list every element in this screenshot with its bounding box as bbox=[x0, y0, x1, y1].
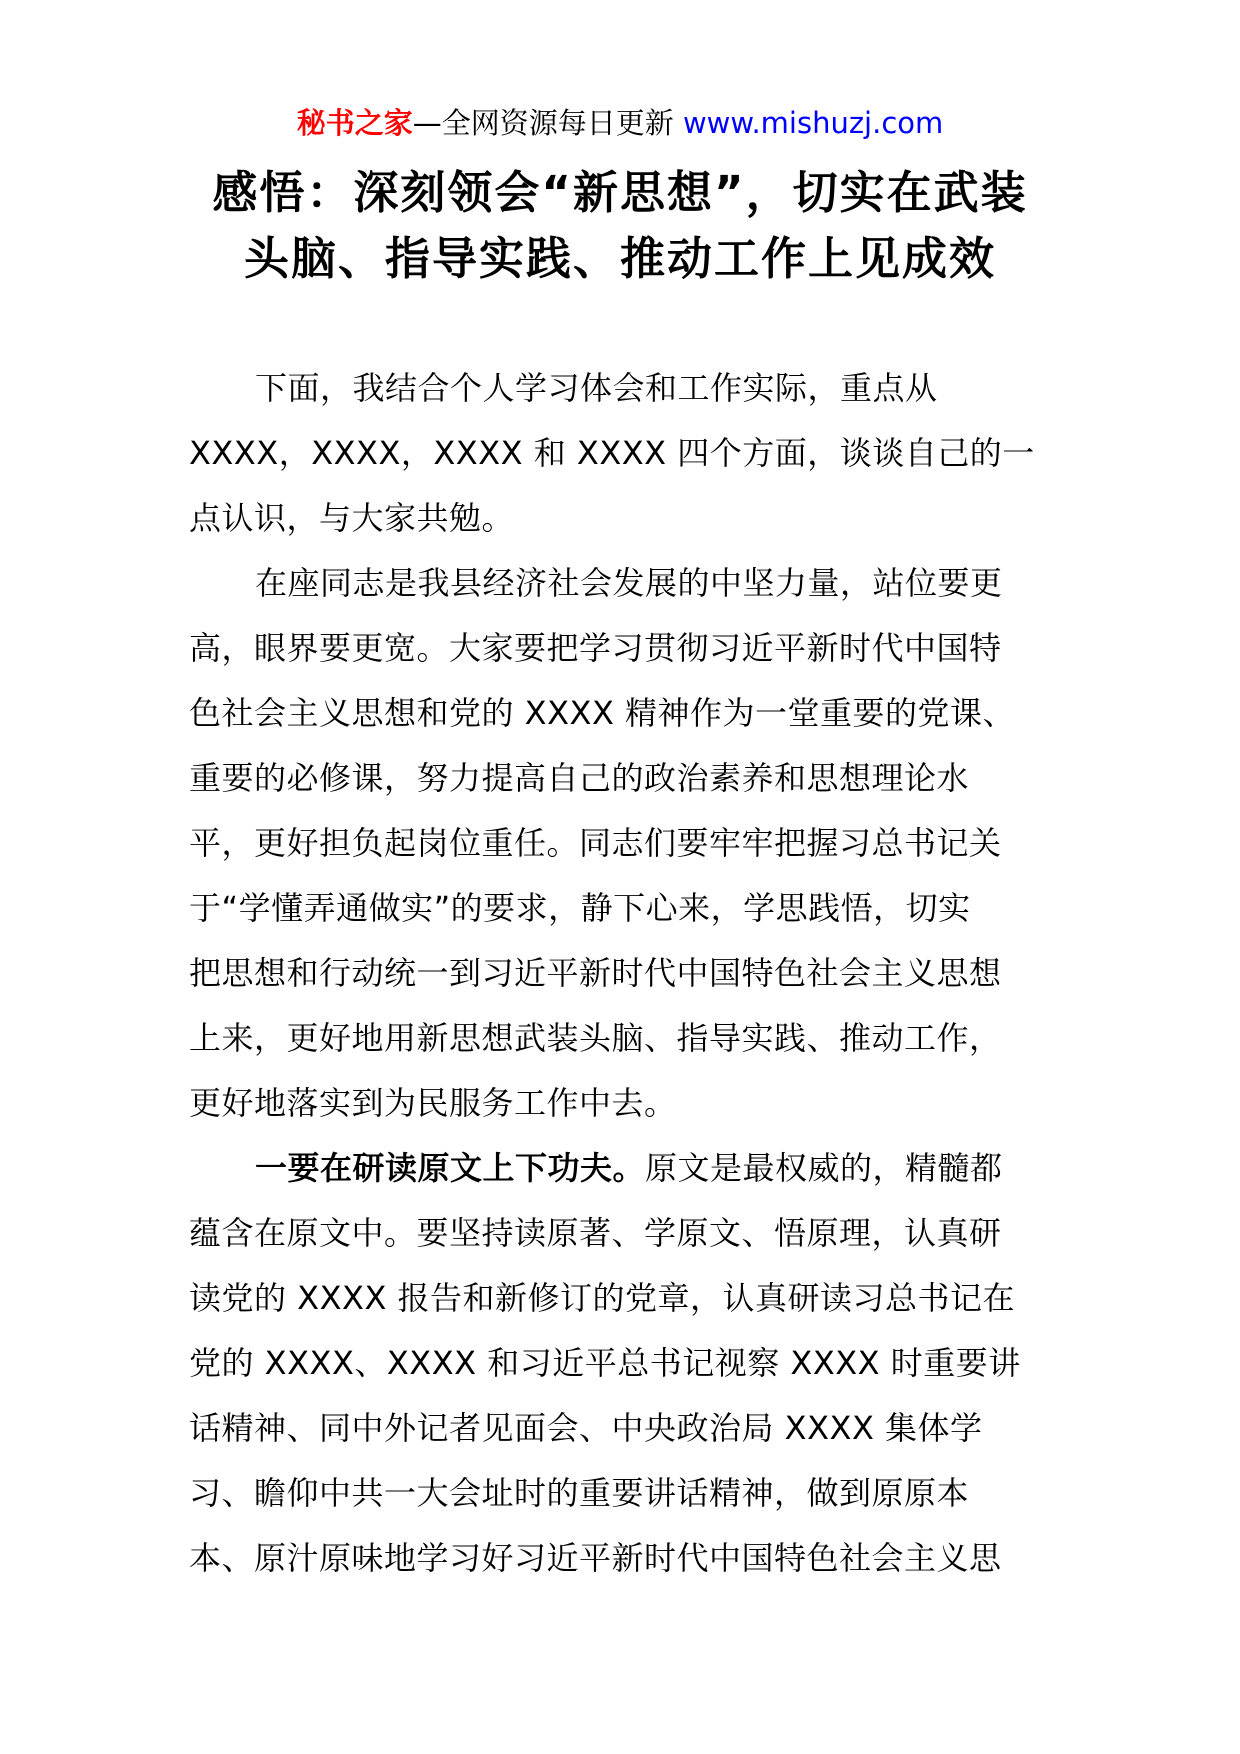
lead-rest: 原文是最权威的，精髓都 bbox=[645, 1149, 1003, 1187]
paragraph-line: 党的 XXXX、XXXX 和习近平总书记视察 XXXX 时重要讲 bbox=[189, 1344, 1021, 1382]
document-title bbox=[150, 160, 1090, 292]
paragraph-line: 点认识，与大家共勉。 bbox=[189, 499, 515, 537]
paragraph-line bbox=[189, 1136, 1055, 1201]
paragraph-line: 于“学懂弄通做实”的要求，静下心来，学思践悟，切实 bbox=[189, 889, 971, 927]
brand-name: 秘书之家 bbox=[296, 106, 413, 140]
paragraph-line: 习、瞻仰中共一大会址时的重要讲话精神，做到原原本 bbox=[189, 1474, 970, 1512]
site-header bbox=[0, 101, 1240, 145]
title-line-1: 感悟：深刻领会“新思想”，切实在武装 bbox=[212, 166, 1028, 219]
paragraph-line: 重要的必修课，努力提高自己的政治素养和思想理论水 bbox=[189, 759, 970, 797]
paragraph-2 bbox=[189, 551, 1055, 1136]
paragraph-line: 本、原汁原味地学习好习近平新时代中国特色社会主义思 bbox=[189, 1539, 1002, 1577]
header-tagline: —全网资源每日更新 bbox=[412, 106, 683, 140]
paragraph-line: 色社会主义思想和党的 XXXX 精神作为一堂重要的党课、 bbox=[189, 694, 1016, 732]
paragraph-1 bbox=[189, 356, 1055, 551]
paragraph-line: 高，眼界要更宽。大家要把学习贯彻习近平新时代中国特 bbox=[189, 629, 1002, 667]
paragraph-line: 平，更好担负起岗位重任。同志们要牢牢把握习总书记关 bbox=[189, 824, 1002, 862]
paragraph-line: XXXX，XXXX，XXXX 和 XXXX 四个方面，谈谈自己的一 bbox=[189, 434, 1035, 472]
paragraph-line: 蕴含在原文中。要坚持读原著、学原文、悟原理，认真研 bbox=[189, 1214, 1002, 1252]
paragraph-line: 下面，我结合个人学习体会和工作实际，重点从 bbox=[255, 369, 938, 407]
bold-lead: 一要在研读原文上下功夫。 bbox=[255, 1149, 646, 1187]
paragraph-3 bbox=[189, 1136, 1055, 1591]
paragraph-line: 在座同志是我县经济社会发展的中坚力量，站位要更 bbox=[255, 564, 1003, 602]
header-url[interactable]: www.mishuzj.com bbox=[682, 106, 944, 140]
paragraph-line: 话精神、同中外记者见面会、中央政治局 XXXX 集体学 bbox=[189, 1409, 983, 1447]
document-body bbox=[189, 356, 1055, 1591]
paragraph-line: 上来，更好地用新思想武装头脑、指导实践、推动工作， bbox=[189, 1019, 1002, 1057]
paragraph-line: 把思想和行动统一到习近平新时代中国特色社会主义思想 bbox=[189, 954, 1002, 992]
title-line-2: 头脑、指导实践、推动工作上见成效 bbox=[243, 232, 996, 285]
paragraph-line: 读党的 XXXX 报告和新修订的党章，认真研读习总书记在 bbox=[189, 1279, 1016, 1317]
paragraph-line: 更好地落实到为民服务工作中去。 bbox=[189, 1084, 677, 1122]
